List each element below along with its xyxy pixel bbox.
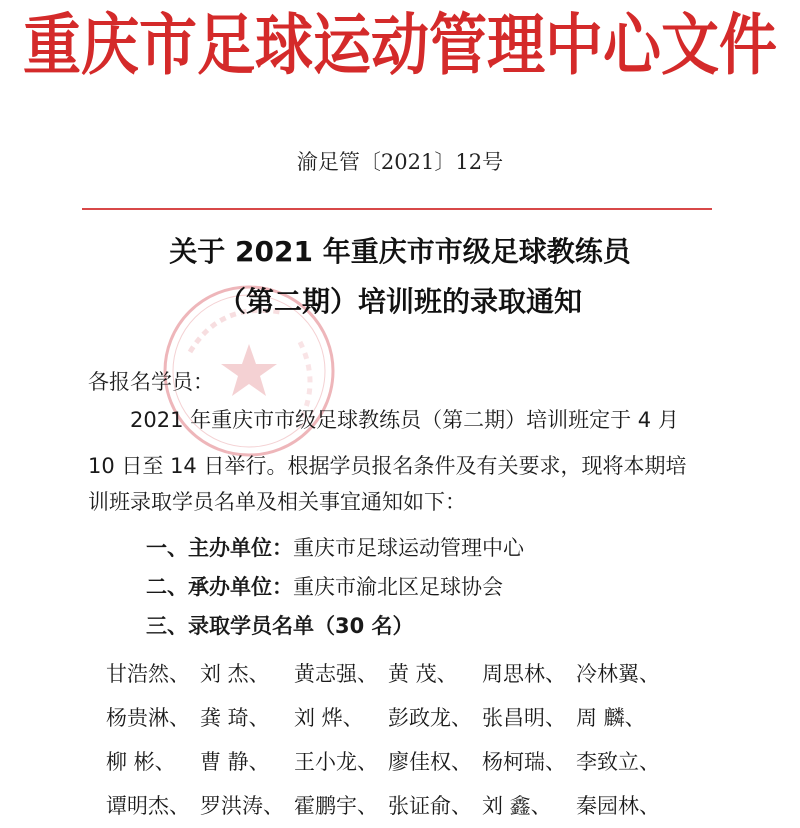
student-name: 秦园林、 <box>576 794 660 818</box>
student-name: 杨柯瑞、 <box>482 750 566 774</box>
student-name: 张昌明、 <box>482 706 566 730</box>
student-name: 刘 杰、 <box>200 662 270 686</box>
student-name: 刘 烨、 <box>294 706 364 730</box>
names-row <box>106 740 726 784</box>
paragraph-line: 10 日至 14 日举行。根据学员报名条件及有关要求，现将本期培 <box>88 454 687 478</box>
section-number: 三、 <box>146 614 188 638</box>
student-name: 冷林翼、 <box>576 662 660 686</box>
section-admitted-list <box>146 610 414 642</box>
student-name: 彭政龙、 <box>388 706 472 730</box>
section-label: 主办单位： <box>188 536 293 560</box>
student-name: 龚 琦、 <box>200 706 270 730</box>
student-name: 杨贵淋、 <box>106 706 190 730</box>
section-label: 承办单位： <box>188 575 293 599</box>
student-name: 刘 鑫、 <box>482 794 552 818</box>
section-host <box>146 571 503 603</box>
names-row <box>106 696 726 740</box>
paragraph-line: 2021 年重庆市市级足球教练员（第二期）培训班定于 4 月 <box>130 408 679 432</box>
student-name: 王小龙、 <box>294 750 378 774</box>
student-name: 廖佳权、 <box>388 750 472 774</box>
student-name: 周思林、 <box>482 662 566 686</box>
student-name: 李致立、 <box>576 750 660 774</box>
student-name: 罗洪涛、 <box>200 794 284 818</box>
red-divider <box>82 208 712 210</box>
student-name: 霍鹏宇、 <box>294 794 378 818</box>
notice-title-line2: （第二期）培训班的录取通知 <box>217 285 582 318</box>
section-number: 一、 <box>146 536 188 560</box>
masthead-title: 重庆市足球运动管理中心文件 <box>22 5 777 84</box>
student-name: 甘浩然、 <box>106 662 190 686</box>
section-number: 二、 <box>146 575 188 599</box>
student-name: 谭明杰、 <box>106 794 190 818</box>
admitted-names-list <box>106 652 726 828</box>
paragraph-line: 训班录取学员名单及相关事宜通知如下： <box>88 490 466 514</box>
names-row <box>106 784 726 828</box>
names-row <box>106 652 726 696</box>
section-organizer <box>146 532 524 564</box>
student-name: 黄志强、 <box>294 662 378 686</box>
section-value: 重庆市足球运动管理中心 <box>293 536 524 560</box>
section-label: 录取学员名单（30 名） <box>188 614 414 638</box>
document-number: 渝足管〔2021〕12号 <box>296 150 504 174</box>
student-name: 黄 茂、 <box>388 662 458 686</box>
notice-title-line1: 关于 2021 年重庆市市级足球教练员 <box>169 235 631 268</box>
section-value: 重庆市渝北区足球协会 <box>293 575 503 599</box>
salutation: 各报名学员： <box>88 370 214 394</box>
student-name: 曹 静、 <box>200 750 270 774</box>
student-name: 周 麟、 <box>576 706 646 730</box>
student-name: 柳 彬、 <box>106 750 176 774</box>
student-name: 张证俞、 <box>388 794 472 818</box>
